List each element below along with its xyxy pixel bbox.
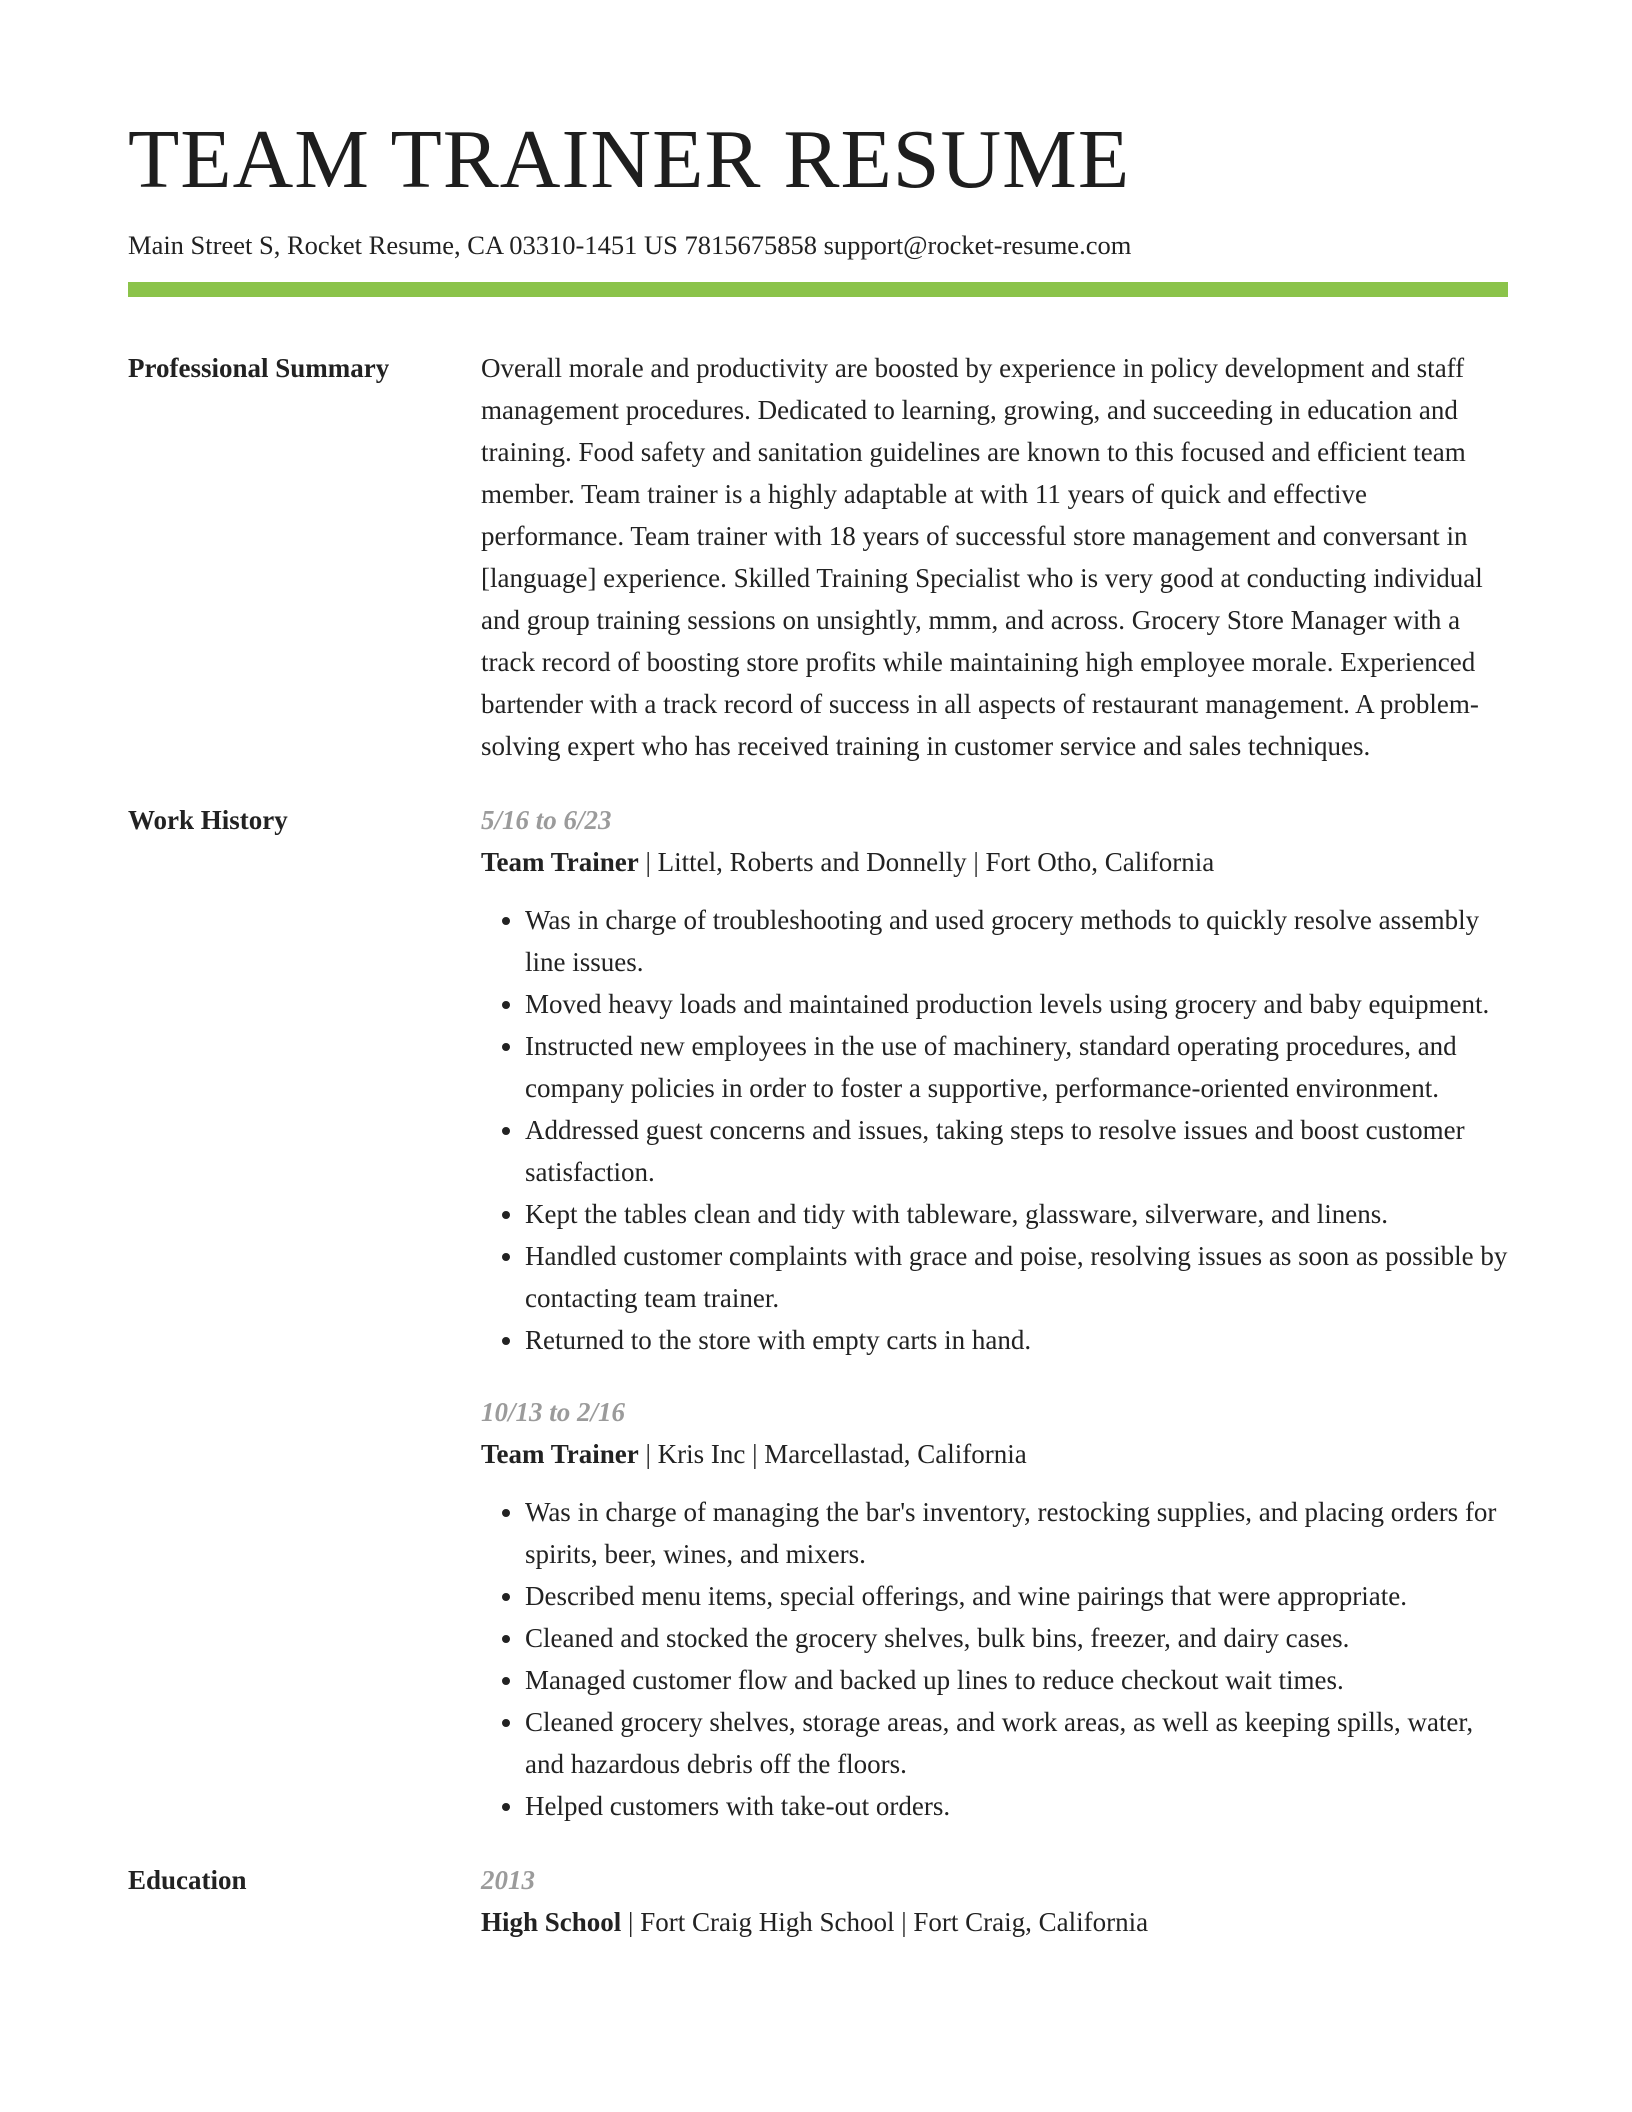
summary-text: Overall morale and productivity are boosted by experience in policy development and staff management procedures. Dedicated to learning, growing, and succeeding in education and training. Food safety and sanitation guidelines are known to this focused and efficient team member. Team trainer is a highly adaptable at with 11 years of quick and effective performance. Team trainer with 18 years of successful store management and conversant in [language] experience. Skilled Training Specialist who is very good at conducting individual and group training sessions on unsightly, mmm, and across. Grocery Store Manager with a track record of boosting store profits while maintaining high employee morale. Experienced bartender with a track record of success in all aspects of restaurant management. A problem-solving expert who has received training in customer service and sales techniques. — [481, 352, 1483, 761]
job-bullet: • Handled customer complaints with grace and poise, resolving issues as soon as possible by contacting team trainer. — [525, 1235, 1508, 1319]
education-entry — [481, 1859, 1508, 1943]
resume-title: TEAM TRAINER RESUME — [128, 113, 1131, 206]
job-bullet: • Returned to the store with empty carts in hand. — [525, 1319, 1508, 1361]
education-degree: High School — [481, 1906, 622, 1937]
job-details: | Kris Inc | Marcellastad, California — [638, 1438, 1027, 1469]
education-details: | Fort Craig High School | Fort Craig, California — [621, 1906, 1149, 1937]
work-history-body — [481, 799, 1508, 1827]
job-bullet: • Described menu items, special offerings, and wine pairings that were appropriate. — [525, 1575, 1508, 1617]
job-role-line — [481, 1433, 1508, 1475]
job-bullet: • Addressed guest concerns and issues, taking steps to resolve issues and boost customer satisfaction. — [525, 1109, 1508, 1193]
job-bullet: • Managed customer flow and backed up lines to reduce checkout wait times. — [525, 1659, 1508, 1701]
job-bullet: • Was in charge of managing the bar's inventory, restocking supplies, and placing orders for spirits, beer, wines, and mixers. — [525, 1491, 1508, 1575]
job-bullet: • Kept the tables clean and tidy with tableware, glassware, silverware, and linens. — [525, 1193, 1508, 1235]
education-degree-line — [481, 1901, 1508, 1943]
job-entry — [481, 799, 1508, 1361]
job-dates: 10/13 to 2/16 — [481, 1396, 626, 1427]
section-label-summary: Professional Summary — [128, 352, 390, 383]
job-bullets — [481, 899, 1508, 1361]
job-entry — [481, 1391, 1508, 1827]
job-details: | Littel, Roberts and Donnelly | Fort Otho, California — [638, 846, 1215, 877]
job-title: Team Trainer — [481, 846, 639, 877]
job-bullets — [481, 1491, 1508, 1827]
job-bullet: • Helped customers with take-out orders. — [525, 1785, 1508, 1827]
work-history-section — [128, 799, 1508, 1827]
accent-divider — [128, 282, 1508, 297]
job-bullet: • Cleaned and stocked the grocery shelves, bulk bins, freezer, and dairy cases. — [525, 1617, 1508, 1659]
job-bullet: • Moved heavy loads and maintained production levels using grocery and baby equipment. — [525, 983, 1508, 1025]
summary-section — [128, 347, 1508, 767]
contact-line: Main Street S, Rocket Resume, CA 03310-1451 US 7815675858 support@rocket-resume.com — [128, 230, 1132, 260]
job-title: Team Trainer — [481, 1438, 639, 1469]
education-body — [481, 1859, 1508, 1943]
education-section — [128, 1859, 1508, 1943]
section-label-education: Education — [128, 1864, 247, 1895]
job-role-line — [481, 841, 1508, 883]
job-bullet: • Was in charge of troubleshooting and used grocery methods to quickly resolve assembly line issues. — [525, 899, 1508, 983]
education-dates: 2013 — [481, 1864, 535, 1895]
job-bullet: • Instructed new employees in the use of machinery, standard operating procedures, and company policies in order to foster a supportive, performance-oriented environment. — [525, 1025, 1508, 1109]
section-label-work-history: Work History — [128, 804, 288, 835]
job-dates: 5/16 to 6/23 — [481, 804, 612, 835]
job-bullet: • Cleaned grocery shelves, storage areas, and work areas, as well as keeping spills, water, and hazardous debris off the floors. — [525, 1701, 1508, 1785]
